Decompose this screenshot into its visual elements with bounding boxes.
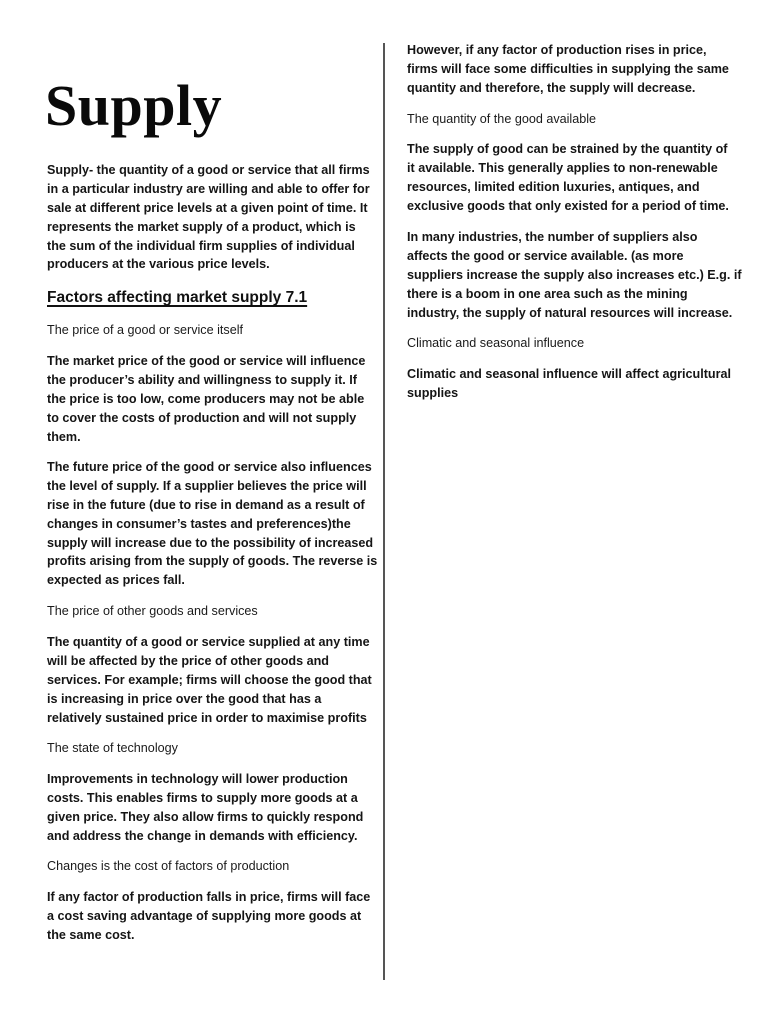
text-line: If any factor of production falls in price, firms will face [47,890,371,904]
paragraph-other-goods [47,633,372,727]
text-line: changes in consumer’s tastes and preferences)the [47,516,351,531]
text-line: The future price of the good or service also influences [47,460,372,474]
column-divider [383,43,385,980]
subheading-price-itself [47,321,243,340]
text-line: the level of supply. If a supplier believes the price will [47,478,367,493]
text-line: rise in the future (due to rise in demand as a result of [47,497,365,512]
paragraph-cost-rises [407,41,729,98]
text-line: In many industries, the number of suppliers also [407,230,698,244]
text-line: the same cost. [47,927,135,942]
text-line: The market price of the good or service will influence [47,354,366,368]
text-line: Climatic and seasonal influence will affect agricultural [407,367,732,381]
text-line: supplies [407,385,459,400]
text-line: supply will increase due to the possibility of increased [47,535,374,550]
text-line: the price is too low, come producers may not be able [47,391,365,406]
text-line: a cost saving advantage of supplying more goods at [47,908,362,923]
text-line: industry, the supply of natural resources will increase. [407,305,733,320]
subheading-text: The price of a good or service itself [47,323,243,337]
text-line: The supply of good can be strained by the quantity of [407,142,728,156]
text-line: and address the change in demands with efficiency. [47,828,358,843]
text-line: the sum of the individual firm supplies of individual [47,238,355,253]
paragraph-price-itself-1 [47,352,365,446]
text-line: in a particular industry are willing and able to offer for [47,181,370,196]
text-line: quantity and therefore, the supply will decrease. [407,80,696,95]
text-line: the producer’s ability and willingness to supply it. If [47,372,357,387]
text-line: The quantity of a good or service supplied at any time [47,635,370,649]
subheading-quantity-available [407,110,596,129]
subheading-technology [47,739,178,758]
text-line: represents the market supply of a product, which is [47,219,356,234]
paragraph-cost-of-production [47,888,370,945]
paragraph-price-itself-2 [47,458,377,590]
text-line: affects the good or service available. (as more [407,248,684,263]
paragraph-quantity-available-1 [407,140,729,216]
subheading-text: The quantity of the good available [407,112,597,126]
text-line: is increasing in price over the good that has a [47,691,322,706]
subheading-text: The price of other goods and services [47,604,258,618]
text-line: sale at different price levels at a given point of time. It [47,200,368,215]
subheading-text: Changes is the cost of factors of production [47,859,290,873]
paragraph-technology [47,770,363,846]
subheading-other-goods [47,602,258,621]
paragraph-climate [407,365,731,403]
text-line: costs. This enables firms to supply more goods at a [47,790,358,805]
text-line: services. For example; firms will choose the good that [47,672,372,687]
text-line: firms will face some difficulties in supplying the same [407,61,729,76]
text-line: them. [47,429,81,444]
subheading-text: The state of technology [47,741,178,755]
subheading-text: Climatic and seasonal influence [407,336,585,350]
page-title: Supply [45,73,223,138]
text-line: there is a boom in one area such as the mining [407,286,688,301]
subheading-climate [407,334,584,353]
text-line: expected as prices fall. [47,573,185,588]
paragraph-quantity-available-2 [407,228,742,322]
text-line: exclusive goods that only existed for a period of time. [407,198,729,213]
text-line: profits arising from the supply of goods. The reverse is [47,554,378,569]
text-line: producers at the various price levels. [47,257,270,272]
text-line: Improvements in technology will lower production [47,772,348,786]
text-line: given price. They also allow firms to quickly respond [47,809,364,824]
text-line: relatively sustained price in order to maximise profits [47,710,367,725]
text-line: However, if any factor of production rises in price, [407,43,707,57]
text-line: resources, limited edition luxuries, antiques, and [407,179,700,194]
text-line: will be affected by the price of other goods and [47,653,329,668]
text-line: it available. This generally applies to non-renewable [407,160,718,175]
intro-paragraph [47,161,370,274]
text-line: to cover the costs of production and will not supply [47,410,357,425]
text-line: suppliers increase the supply also increases etc.) E.g. if [407,267,742,282]
section-heading: Factors affecting market supply 7.1 [47,289,308,306]
text-line: Supply- the quantity of a good or service that all firms [47,163,370,177]
subheading-cost-of-production [47,857,289,876]
